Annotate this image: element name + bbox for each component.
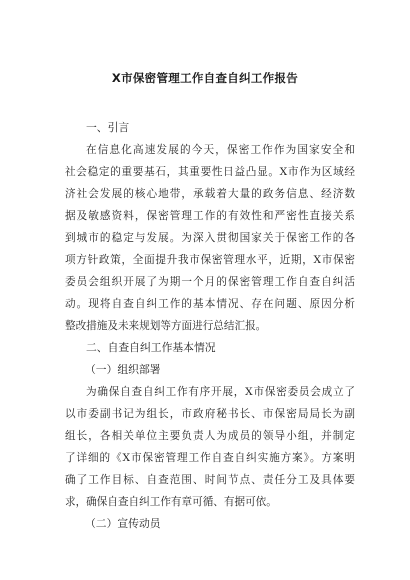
paragraph-line: 求，确保自查自纠工作有章可循、有据可依。 [65,496,277,508]
subsection-heading-publicity: （二）宣传动员 [85,517,161,530]
paragraph-line: 确了工作目标、自查范围、时间节点、责任分工及具体要 [65,474,355,486]
paragraph-line: 整改措施及未来规划等方面进行总结汇报。 [65,320,267,332]
paragraph-line: 项方针政策，全面提升我市保密管理水平，近期，X市保密 [65,254,355,266]
paragraph-line: 动。现将自查自纠工作的基本情况、存在问题、原因分析 [65,298,355,310]
section-heading-basic-situation: 二、自查自纠工作基本情况 [86,341,216,354]
section-heading-introduction: 一、引言 [86,121,130,134]
paragraph-line: 为确保自查自纠工作有序开展，X市保密委员会成立了 [86,386,355,398]
paragraph-line: 据及敏感资料，保密管理工作的有效性和严密性直接关系 [65,210,355,222]
paragraph-line: 在信息化高速发展的今天，保密工作作为国家安全和 [86,144,355,156]
paragraph-line: 以市委副书记为组长，市政府秘书长、市保密局局长为副 [65,408,355,420]
paragraph-line: 了详细的《X市保密管理工作自查自纠实施方案》。方案明 [65,452,355,464]
paragraph-line: 社会稳定的重要基石，其重要性日益凸显。X市作为区域经 [65,166,355,178]
subsection-heading-organization: （一）组织部署 [85,363,161,376]
document-title: X市保密管理工作自查自纠工作报告 [111,71,299,85]
paragraph-line: 到城市的稳定与发展。为深入贯彻国家关于保密工作的各 [65,232,355,244]
paragraph-line: 组长，各相关单位主要负责人为成员的领导小组，并制定 [65,430,355,442]
paragraph-line: 济社会发展的核心地带，承载着大量的政务信息、经济数 [65,188,355,200]
paragraph-line: 委员会组织开展了为期一个月的保密管理工作自查自纠活 [65,276,355,288]
